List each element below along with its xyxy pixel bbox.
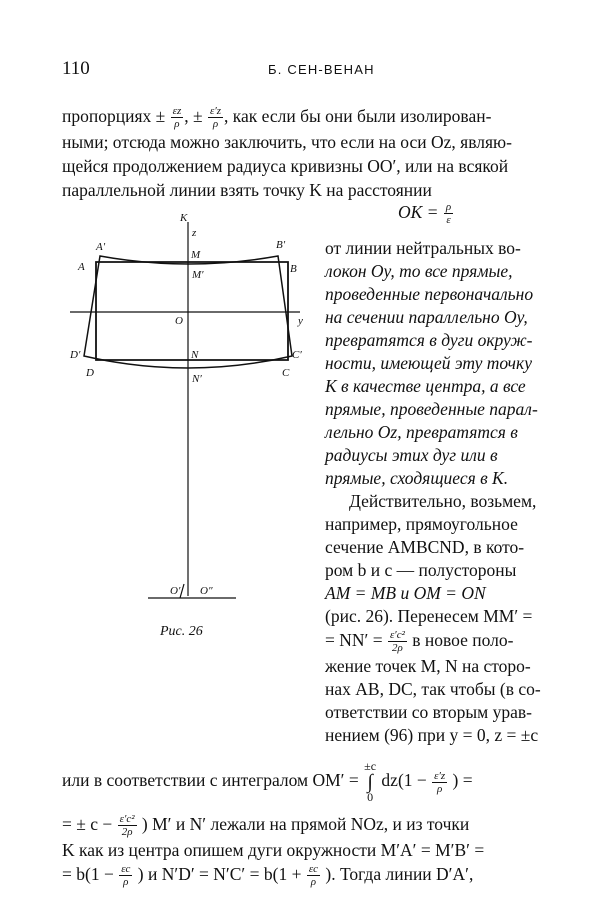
fraction [388, 629, 407, 654]
label-N-prime: N′ [192, 373, 202, 385]
denominator: 2ρ [121, 826, 133, 839]
text-segment: = ± c − [62, 814, 113, 834]
numerator: ε′z [209, 105, 222, 118]
label-M: M [191, 249, 201, 261]
label-C: C [282, 367, 290, 379]
text-line: ными; отсюда можно заключить, что если на оси Oz, являю- [62, 132, 512, 152]
column-line: сечение AMBCND, в кото- [325, 537, 525, 557]
column-line: проведенные первоначально [325, 284, 534, 304]
column-line: AM = MB и OM = ON [325, 583, 486, 603]
text-line [62, 104, 491, 130]
column-line: прямые, проведенные парал- [325, 399, 538, 419]
column-line: превратятся в дуги окруж- [325, 330, 533, 350]
numerator: εc [121, 863, 131, 876]
column-line: локон Oy, то все прямые, [325, 261, 513, 281]
column-line: на сечении параллельно Oy, [325, 307, 528, 327]
column-line [325, 628, 513, 654]
fraction [208, 105, 223, 130]
fraction [118, 813, 137, 838]
label-O-double-prime: O″ [200, 585, 213, 597]
denominator: ε [446, 214, 451, 227]
label-D-prime: D′ [70, 349, 81, 361]
column-line: прямые, сходящиеся в K. [325, 468, 509, 488]
column-line: лельно Oz, превратятся в [325, 422, 518, 442]
column-line: K в качестве центра, а все [325, 376, 526, 396]
fraction [432, 770, 447, 795]
numerator: ρ [445, 201, 452, 214]
fraction [444, 201, 453, 226]
column-line: от линии нейтральных во- [325, 238, 521, 258]
column-line: ответствии со вторым урав- [325, 702, 532, 722]
column-line: например, прямоугольное [325, 514, 518, 534]
label-B: B [290, 263, 297, 275]
text-segment: ) = [452, 770, 473, 791]
integral-lower: 0 [367, 790, 374, 804]
column-line: ром b и c — полустороны [325, 560, 517, 580]
label-N: N [191, 349, 199, 361]
label-O-prime: O′ [170, 585, 181, 597]
integral-limits [364, 760, 376, 804]
denominator: 2ρ [392, 642, 403, 655]
figure-26 [60, 212, 322, 607]
tick-o-prime [180, 584, 184, 598]
text-line [62, 812, 469, 838]
label-O: O [175, 315, 183, 327]
equation-lhs: OK = [398, 202, 439, 222]
fraction [171, 105, 184, 130]
column-line: (рис. 26). Перенесем MM′ = [325, 606, 533, 626]
fraction [119, 863, 132, 888]
text-segment: dz(1 − [381, 770, 427, 791]
text-line: K как из центра опишем дуги окружности M′A′ = M′B′ = [62, 840, 485, 860]
numerator: εz [172, 105, 182, 118]
label-C-prime: C′ [292, 349, 302, 361]
numerator: ε′z [434, 769, 446, 782]
label-B-prime: B′ [276, 239, 286, 251]
label-M-prime: M′ [192, 269, 204, 281]
text-segment: пропорциях ± [62, 106, 166, 126]
text-line: параллельной линии взять точку K на расстоянии [62, 180, 432, 200]
denominator: ρ [310, 876, 317, 889]
text-segment: в новое поло- [412, 630, 514, 650]
column-line: жение точек M, N на сторо- [325, 656, 531, 676]
label-D: D [86, 367, 94, 379]
figure-caption: Рис. 26 [160, 624, 203, 639]
numerator: ε′c² [389, 629, 405, 642]
text-segment: ) и N′D′ = N′C′ = b(1 + [137, 864, 302, 884]
text-line: щейся продолжением радиуса кривизны OO′, или на всякой [62, 156, 509, 176]
integral-sign: ∫ [367, 771, 373, 793]
text-segment: ). Тогда линии D′A′, [325, 864, 474, 884]
integral-upper: ±c [364, 759, 377, 773]
text-segment: , как если бы они были изолирован- [224, 106, 492, 126]
label-z: z [192, 227, 197, 239]
label-A-prime: A′ [96, 241, 106, 253]
denominator: ρ [437, 782, 443, 795]
text-segment: ) M′ и N′ лежали на прямой NOz, и из точки [141, 814, 470, 834]
denominator: ρ [123, 876, 129, 889]
fraction [307, 863, 320, 888]
numerator: ε′c² [119, 813, 135, 826]
equation [398, 200, 454, 226]
label-A: A [78, 261, 85, 273]
column-line: нах AB, DC, так чтобы (в со- [325, 679, 541, 699]
running-title: Б. СЕН-ВЕНАН [268, 62, 375, 77]
text-segment: = NN′ = [325, 630, 383, 650]
page-number: 110 [62, 58, 90, 79]
label-K: K [180, 212, 188, 224]
denominator: ρ [212, 118, 219, 131]
column-line: радиусы этих дуг или в [325, 445, 498, 465]
text-line [62, 760, 473, 804]
text-segment: = b(1 − [62, 864, 114, 884]
column-line: ности, имеющей эту точку [325, 353, 532, 373]
text-line [62, 862, 473, 888]
text-segment: , ± [184, 106, 203, 126]
column-line: нением (96) при y = 0, z = ±c [325, 725, 539, 745]
numerator: εc [308, 863, 319, 876]
text-segment: или в соответствии с интегралом OM′ = [62, 770, 359, 791]
denominator: ρ [174, 118, 180, 131]
column-line: Действительно, возьмем, [349, 491, 537, 511]
label-y: y [298, 315, 303, 327]
